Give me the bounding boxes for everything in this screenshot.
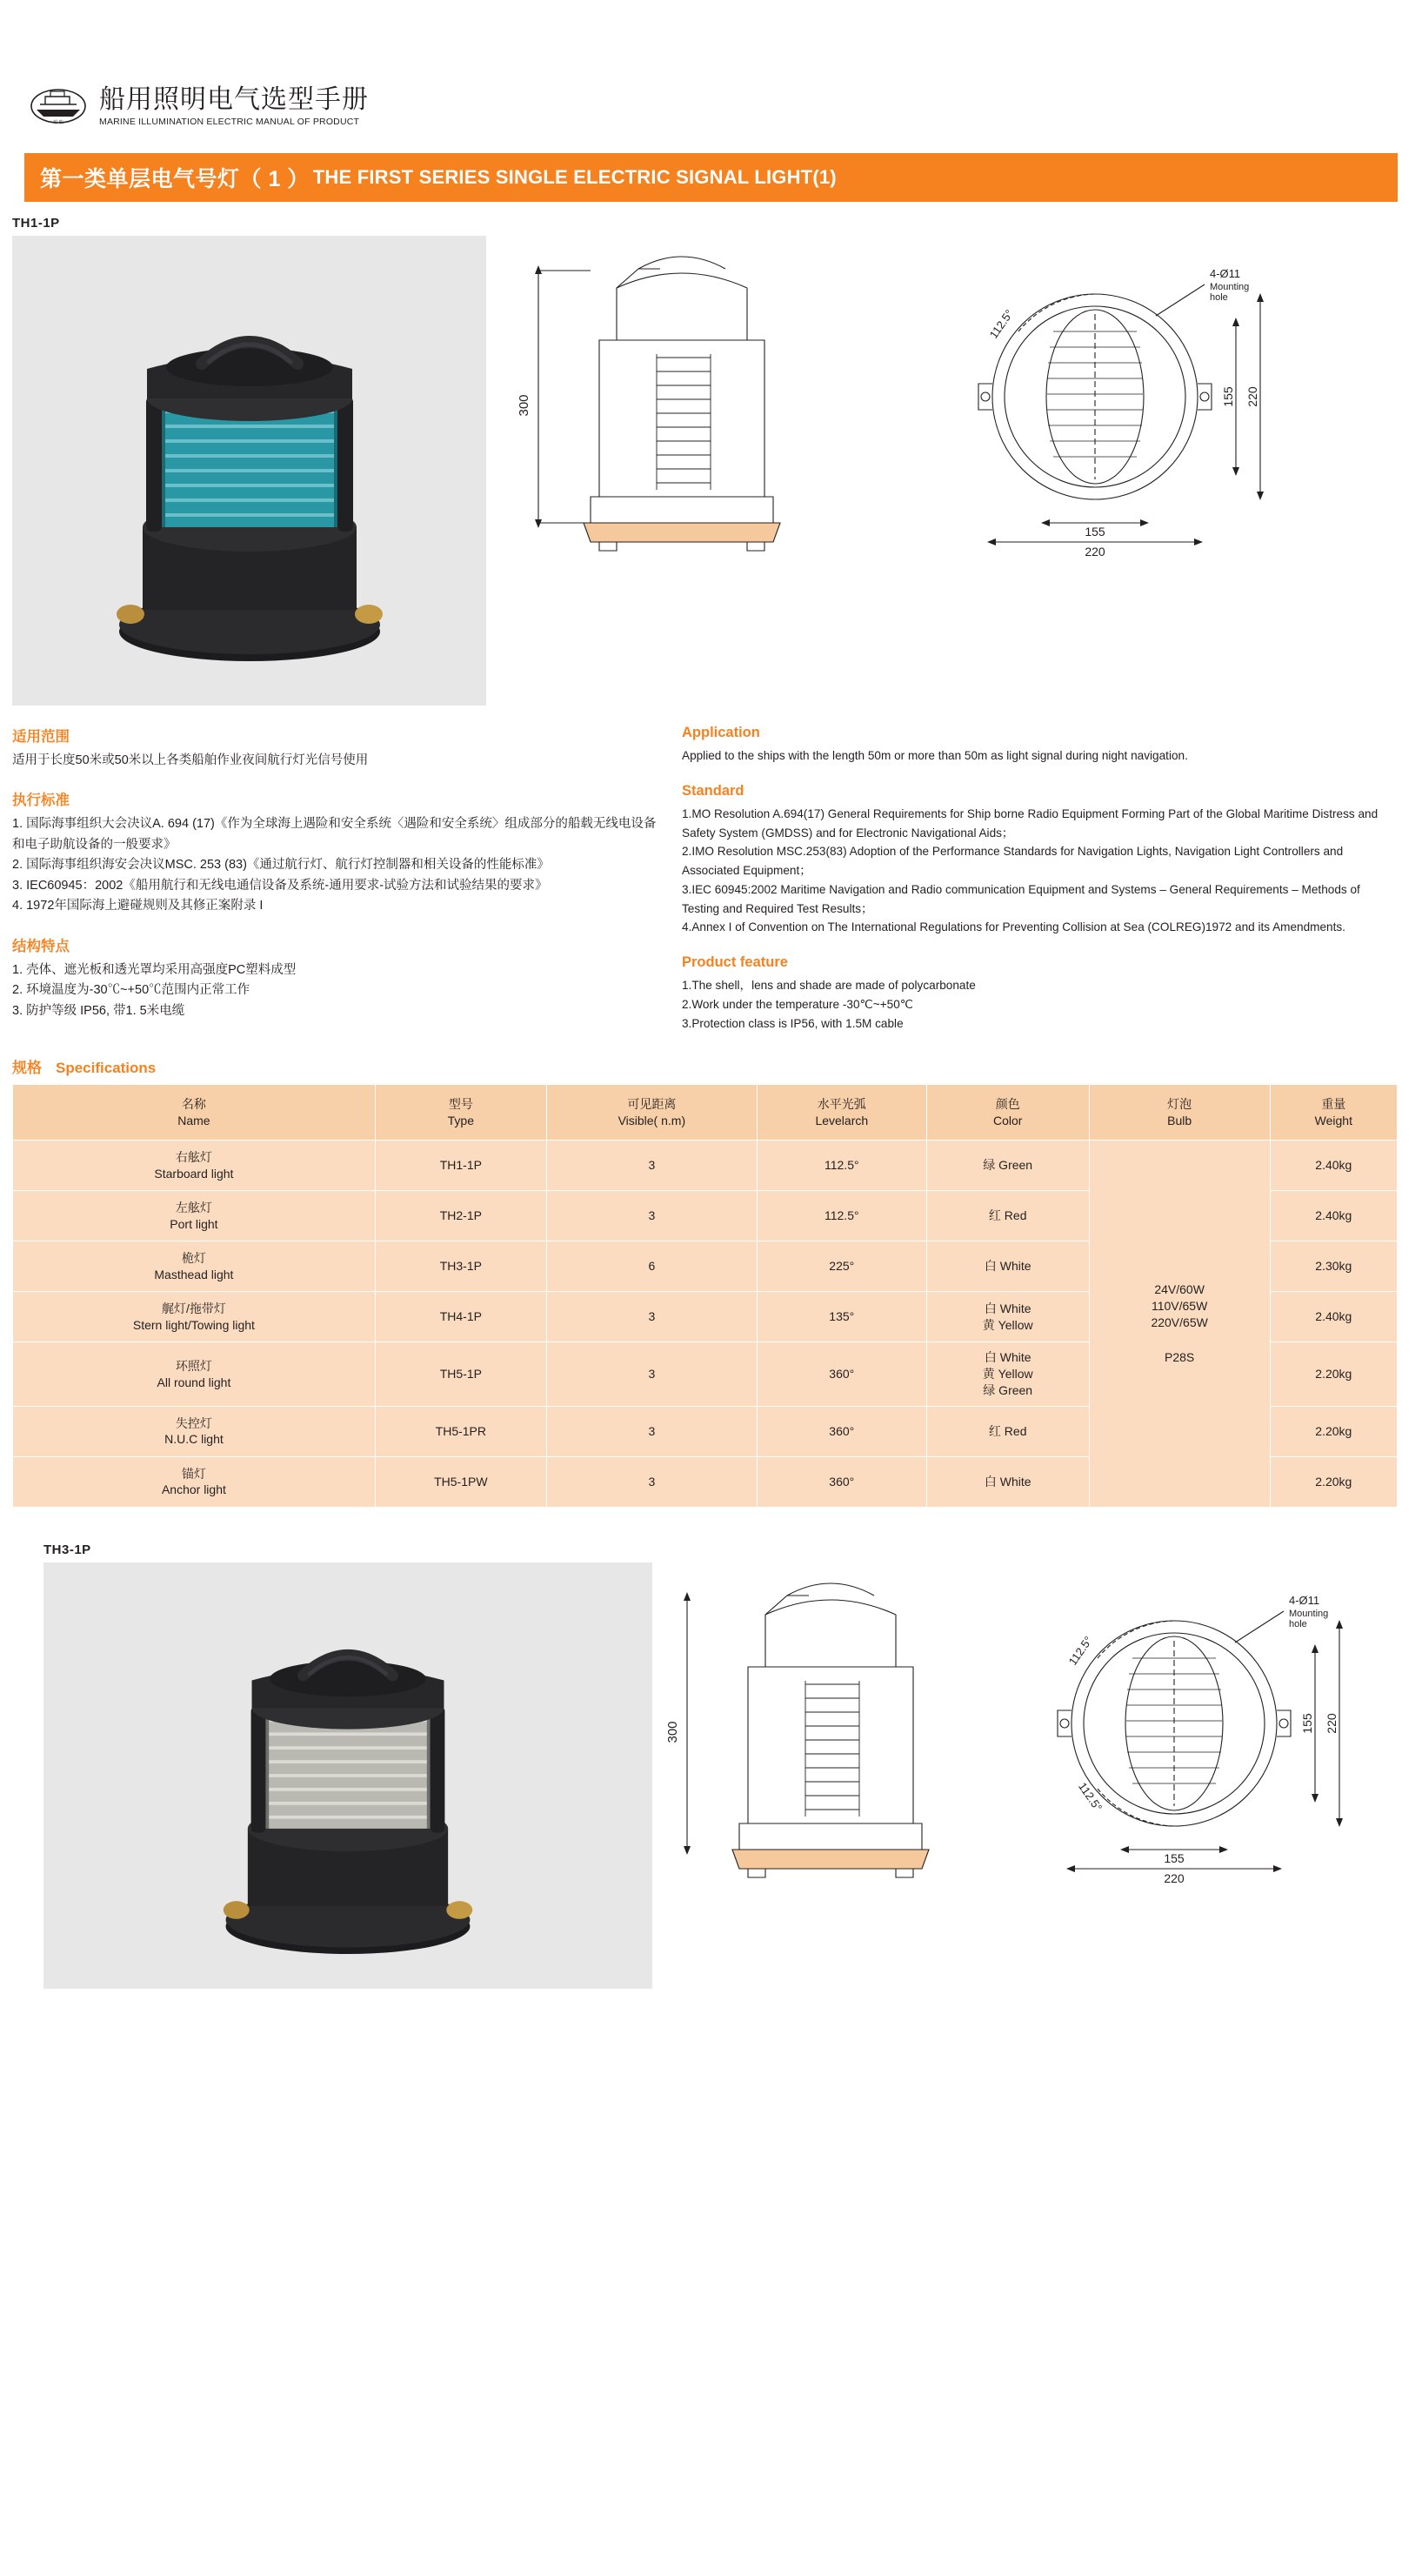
svg-text:112.5°: 112.5° — [1075, 1779, 1105, 1814]
description-chinese — [12, 725, 682, 1033]
cell-arc: 225° — [757, 1241, 926, 1292]
cell-arc: 360° — [757, 1342, 926, 1407]
standard-item-cn: 2. 国际海事组织海安会决议MSC. 253 (83)《通过航行灯、航行灯控制器和相关设备的性能标准》 — [12, 858, 550, 873]
feature-item-en: 3.Protection class is IP56, with 1.5M cable — [682, 1016, 904, 1030]
col-name: 名称 Name — [13, 1085, 376, 1141]
table-row — [13, 1141, 1398, 1191]
cell-color: 白 White 黄 Yellow 绿 Green — [926, 1342, 1089, 1407]
description-columns — [12, 725, 1398, 1033]
standard-item-cn: 1. 国际海事组织大会决议A. 694 (17)《作为全球海上遇险和安全系统〈遇险和安全系统〉组成部分的船载无线电设备和电子助航设备的一般要求》 — [12, 817, 657, 852]
standard-heading-cn: 执行标准 — [12, 793, 70, 809]
technical-drawing-th3 — [652, 1562, 1422, 2032]
feature-heading-en: Product feature — [682, 954, 788, 970]
col-type: 型号 Type — [375, 1085, 546, 1141]
cell-bulb: 24V/60W 110V/65W 220V/65W P28S — [1089, 1141, 1270, 1508]
standard-item-en: 3.IEC 60945:2002 Maritime Navigation and Radio communication Equipment and Systems – General Requirements – Methods of Testing and Required Test Results； — [682, 882, 1360, 915]
col-visible: 可见距离 Visible( n.m) — [546, 1085, 757, 1141]
cell-visible: 3 — [546, 1456, 757, 1507]
spec-title — [12, 1055, 1422, 1077]
product-photo-th3 — [43, 1562, 652, 1989]
product-photo-th1 — [12, 236, 486, 706]
product-block-th3 — [0, 1562, 1422, 2032]
svg-text:112.5°: 112.5° — [986, 307, 1017, 341]
feature-item-en: 1.The shell，lens and shade are made of polycarbonate — [682, 979, 976, 992]
application-heading-en: Application — [682, 725, 760, 740]
cell-name: 桅灯 Masthead light — [13, 1241, 376, 1292]
col-levelarch: 水平光弧 Levelarch — [757, 1085, 926, 1141]
brand-title-en: MARINE ILLUMINATION ELECTRIC MANUAL OF PRODUCT — [99, 117, 360, 127]
cell-name: 艉灯/拖带灯 Stern light/Towing light — [13, 1292, 376, 1342]
cell-type: TH5-1PR — [375, 1406, 546, 1456]
svg-text:hole: hole — [1210, 292, 1228, 303]
standard-item-en: 4.Annex I of Convention on The International Regulations for Preventing Collision at Sea (COLREG)1972 and its Amendments. — [682, 920, 1345, 934]
svg-text:4-Ø11: 4-Ø11 — [1210, 267, 1241, 280]
cell-name: 左舷灯 Port light — [13, 1191, 376, 1241]
svg-text:220: 220 — [1164, 1870, 1185, 1885]
cell-type: TH1-1P — [375, 1141, 546, 1191]
svg-text:300: 300 — [517, 394, 531, 417]
cell-weight: 2.20kg — [1270, 1456, 1397, 1507]
cell-color: 红 Red — [926, 1406, 1089, 1456]
section-title-bar — [24, 153, 1398, 202]
cell-weight: 2.20kg — [1270, 1342, 1397, 1407]
model-label-th1: TH1-1P — [12, 216, 60, 231]
cell-weight: 2.40kg — [1270, 1191, 1397, 1241]
svg-text:Mounting: Mounting — [1210, 282, 1250, 292]
standard-heading-en: Standard — [682, 782, 744, 799]
application-body-en: Applied to the ships with the length 50m or more than 50m as light signal during night navigation. — [682, 749, 1188, 762]
cell-color: 绿 Green — [926, 1141, 1089, 1191]
application-body-cn: 适用于长度50米或50米以上各类船舶作业夜间航行灯光信号使用 — [12, 753, 369, 767]
brand-title-cn: 船用照明电气选型手册 — [99, 85, 369, 114]
svg-text:155: 155 — [1164, 1850, 1185, 1865]
svg-text:112.5°: 112.5° — [1065, 1633, 1096, 1668]
feature-item-cn: 3. 防护等级 IP56, 带1. 5米电缆 — [12, 1003, 185, 1018]
svg-text:Mounting: Mounting — [1289, 1608, 1329, 1619]
standard-item-en: 1.MO Resolution A.694(17) General Requirements for Ship borne Radio Equipment Forming Part of the Global Maritime Distress and Safety System (GMDSS) and for Electronic Navigational Aids； — [682, 806, 1379, 840]
cell-name: 锚灯 Anchor light — [13, 1456, 376, 1507]
specifications-table — [12, 1084, 1398, 1508]
feature-item-en: 2.Work under the temperature -30℃~+50℃ — [682, 997, 914, 1011]
cell-color: 白 White — [926, 1241, 1089, 1292]
svg-text:220: 220 — [1245, 386, 1259, 407]
svg-text:220: 220 — [1085, 545, 1105, 559]
cell-arc: 112.5° — [757, 1191, 926, 1241]
cell-arc: 135° — [757, 1292, 926, 1342]
svg-text:4-Ø11: 4-Ø11 — [1289, 1593, 1320, 1607]
application-heading-cn: 适用范围 — [12, 729, 70, 745]
cell-arc: 360° — [757, 1406, 926, 1456]
spec-title-en: Specifications — [56, 1060, 157, 1077]
cell-weight: 2.30kg — [1270, 1241, 1397, 1292]
technical-drawing-th1 — [486, 236, 1422, 706]
cell-name: 右舷灯 Starboard light — [13, 1141, 376, 1191]
cell-type: TH5-1PW — [375, 1456, 546, 1507]
cell-visible: 3 — [546, 1342, 757, 1407]
cell-type: TH5-1P — [375, 1342, 546, 1407]
model-label-th3: TH3-1P — [43, 1542, 91, 1557]
cell-color: 红 Red — [926, 1191, 1089, 1241]
section-title-cn: 第一类单层电气号灯（ 1 ） — [40, 167, 310, 191]
svg-text:155: 155 — [1300, 1713, 1314, 1734]
svg-text:220: 220 — [1325, 1713, 1339, 1734]
cell-weight: 2.40kg — [1270, 1292, 1397, 1342]
cell-arc: 112.5° — [757, 1141, 926, 1191]
cell-type: TH2-1P — [375, 1191, 546, 1241]
cell-visible: 3 — [546, 1141, 757, 1191]
standard-item-cn: 4. 1972年国际海上避碰规则及其修正案附录 I — [12, 899, 264, 913]
svg-text:hole: hole — [1289, 1618, 1307, 1629]
cell-visible: 3 — [546, 1406, 757, 1456]
cell-color: 白 White — [926, 1456, 1089, 1507]
cell-arc: 360° — [757, 1456, 926, 1507]
svg-text:155: 155 — [1085, 525, 1105, 539]
section-title-en: THE FIRST SERIES SINGLE ELECTRIC SIGNAL LIGHT(1) — [312, 166, 837, 188]
cell-visible: 3 — [546, 1292, 757, 1342]
col-color: 颜色 Color — [926, 1085, 1089, 1141]
description-english — [682, 725, 1398, 1033]
cell-visible: 6 — [546, 1241, 757, 1292]
svg-text:船 舶: 船 舶 — [53, 120, 63, 125]
table-header-row — [13, 1085, 1398, 1141]
cell-name: 失控灯 N.U.C light — [13, 1406, 376, 1456]
feature-item-cn: 1. 壳体、遮光板和透光罩均采用高强度PC塑料成型 — [12, 962, 297, 977]
col-weight: 重量 Weight — [1270, 1085, 1397, 1141]
masthead — [0, 0, 1422, 129]
product-block-th1 — [0, 236, 1422, 706]
standard-item-cn: 3. IEC60945：2002《船用航行和无线电通信设备及系统-通用要求-试验方法和试验结果的要求》 — [12, 878, 548, 893]
feature-item-cn: 2. 环境温度为-30℃~+50℃范围内正常工作 — [12, 983, 250, 998]
cell-name: 环照灯 All round light — [13, 1342, 376, 1407]
cell-visible: 3 — [546, 1191, 757, 1241]
spec-title-cn: 规格 — [12, 1060, 42, 1077]
cell-weight: 2.20kg — [1270, 1406, 1397, 1456]
cell-type: TH4-1P — [375, 1292, 546, 1342]
svg-text:155: 155 — [1221, 386, 1235, 407]
cell-color: 白 White 黄 Yellow — [926, 1292, 1089, 1342]
col-bulb: 灯泡 Bulb — [1089, 1085, 1270, 1141]
svg-text:300: 300 — [665, 1721, 680, 1743]
ship-logo-icon — [30, 84, 87, 129]
cell-weight: 2.40kg — [1270, 1141, 1397, 1191]
cell-type: TH3-1P — [375, 1241, 546, 1292]
standard-item-en: 2.IMO Resolution MSC.253(83) Adoption of the Performance Standards for Navigation Lights, Navigation Light Controllers and Associated Equipment； — [682, 845, 1344, 877]
feature-heading-cn: 结构特点 — [12, 938, 70, 954]
